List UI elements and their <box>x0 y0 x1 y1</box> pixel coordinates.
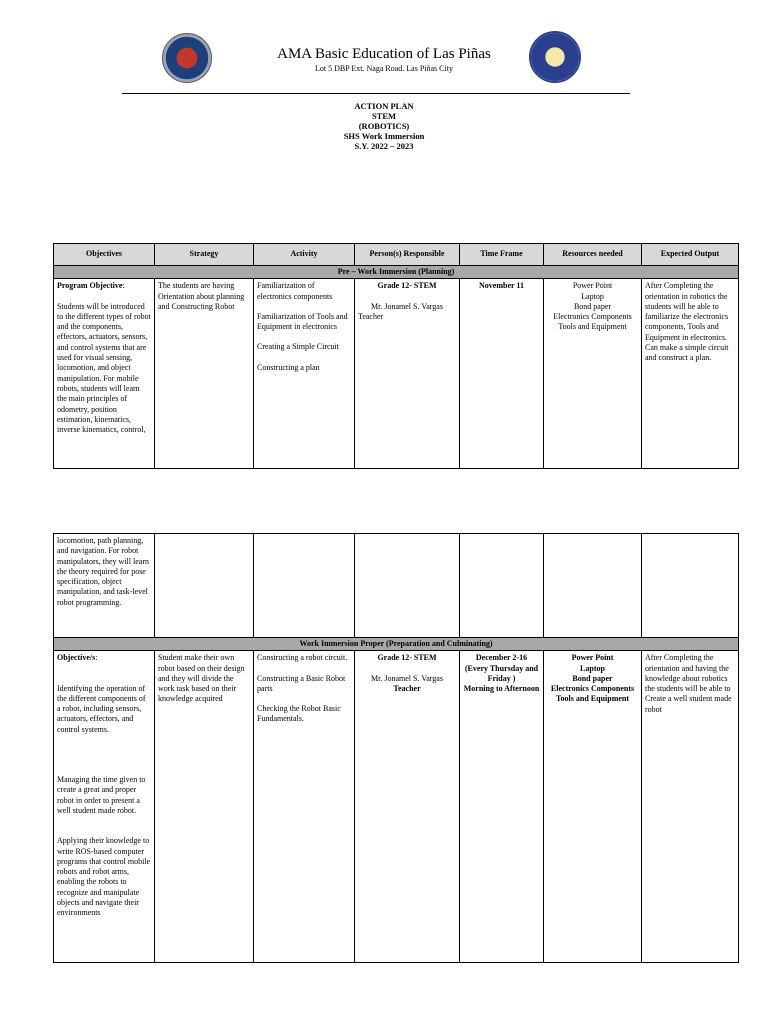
resource-item: Tools and Equipment <box>555 694 630 704</box>
resource-item: Electronics Components <box>550 684 635 694</box>
objective-cell: Program Objective: Students will be introduced to the different types of robot and the components, effectors, actuators, sensors, and control systems that are used for visual sensing, locomotion, and object manipulation. For mobile robots, students will learn the main principles of odometry, position estimation, kinematics, inverse kinematics, control, <box>54 279 155 469</box>
column-header: Person(s) Responsible <box>355 244 460 266</box>
strategy-cell: The students are having Orientation about planning and Constructing Robot <box>155 279 254 469</box>
objective-text: Students will be introduced to the different types of robot and the components, effectors, actuators, sensors, and control systems that are used for visual sensing, locomotion, and object manipulation. For mobile robots, students will learn the main principles of odometry, position estimation, kinematics, inverse kinematics, control, <box>57 301 151 435</box>
title-line: S.Y. 2022 – 2023 <box>354 141 414 151</box>
resources-cell <box>544 279 642 469</box>
column-header: Strategy <box>155 244 254 266</box>
time-frame-cell: November 11 <box>460 279 544 469</box>
person-cell <box>355 534 460 638</box>
activity-item: Checking the Robot Basic Fundamentals. <box>257 704 341 724</box>
phase-row <box>54 638 739 651</box>
resource-item: Laptop <box>581 291 604 301</box>
resource-item: Bond paper <box>573 301 612 311</box>
strategy-cell: Student make their own robot based on their design and they will divide the work task based on their knowledge acquired <box>155 651 254 963</box>
phase-row <box>54 266 739 279</box>
activity-item: Familiarization of electronics components <box>257 281 333 301</box>
person-role: Grade 12- STEM <box>377 281 437 291</box>
person-cell <box>355 279 460 469</box>
person-role: Grade 12- STEM <box>377 653 437 663</box>
title-line: ACTION PLAN <box>354 101 414 111</box>
resources-cell <box>544 534 642 638</box>
person-cell <box>355 651 460 963</box>
resources-cell <box>544 651 642 963</box>
person-name: Mr. Jonamel S. Vargas <box>371 301 443 311</box>
phase-label: Work Immersion Proper (Preparation and Culminating) <box>54 638 739 651</box>
objective-text: Identifying the operation of the different components of a robot, including sensors, actuators, effectors, and control systems. <box>57 683 146 734</box>
table-row <box>54 534 739 638</box>
column-header: Resources needed <box>544 244 642 266</box>
activity-item: Constructing a robot circuit. <box>257 653 348 663</box>
time-frame-line: December 2-16 <box>475 653 528 663</box>
activity-item: Constructing a plan <box>257 362 320 372</box>
action-plan-table-part2 <box>53 533 739 963</box>
activity-item: Constructing a Basic Robot parts <box>257 673 346 693</box>
column-header: Time Frame <box>460 244 544 266</box>
output-cell: After Completing the orientation and having the knowledge about robotics the students will be able to Create a well student made robot <box>642 651 739 963</box>
resource-item: Bond paper <box>572 673 613 683</box>
column-header: Objectives <box>54 244 155 266</box>
title-line: STEM <box>371 111 397 121</box>
objective-heading: Program Objective <box>57 281 123 291</box>
table-row <box>54 651 739 963</box>
column-header: Activity <box>254 244 355 266</box>
action-plan-table-part1 <box>53 243 739 469</box>
activity-cell <box>254 651 355 963</box>
person-name: Mr. Jonamel S. Vargas <box>371 673 443 683</box>
resource-item: Power Point <box>572 281 613 291</box>
header-divider <box>122 93 630 94</box>
objective-cell: locomotion, path planning, and navigation. For robot manipulators, they will learn the theory required for pose specification, object manipulation, and task-level robot programming. <box>54 534 155 638</box>
activity-cell <box>254 279 355 469</box>
output-cell <box>642 534 739 638</box>
objective-cell: Objective/s: Identifying the operation of the different components of a robot, including sensors, actuators, effectors, and control systems. Managing the time given to create a great and proper robot in order to present a well student made robot. Applying their knowledge to write ROS-based computer programs that control mobile robots and robot arms, enabling the robots to recognize and manipulate objects and navigate their environments <box>54 651 155 963</box>
person-title: Teacher <box>393 683 421 693</box>
time-frame-cell <box>460 651 544 963</box>
time-frame-cell <box>460 534 544 638</box>
resource-item: Electronics Components <box>553 312 632 322</box>
resource-item: Laptop <box>580 663 605 673</box>
phase-label: Pre – Work Immersion (Planning) <box>54 266 739 279</box>
objective-heading: Objective/s <box>57 653 96 663</box>
activity-item: Familiarization of Tools and Equipment in electronics <box>257 311 348 332</box>
title-line: (ROBOTICS) <box>358 121 410 131</box>
column-header: Expected Output <box>642 244 739 266</box>
resource-item: Power Point <box>571 653 614 663</box>
table-header-row <box>54 244 739 266</box>
objective-text: Applying their knowledge to write ROS-based computer programs that control mobile robots and robot arms, enabling the robots to recognize and manipulate objects and navigate their environments <box>57 836 151 918</box>
school-address: Lot 5 DBP Ext. Naga Road. Las Piñas City <box>315 64 453 73</box>
time-frame-line: Morning to Afternoon <box>463 684 540 694</box>
resource-item: Tools and Equipment <box>558 322 627 332</box>
strategy-cell <box>155 534 254 638</box>
table-row <box>54 279 739 469</box>
document-title <box>0 101 768 151</box>
time-frame-line: (Every Thursday and Friday ) <box>464 663 539 683</box>
activity-cell <box>254 534 355 638</box>
activity-item: Creating a Simple Circuit <box>257 342 339 352</box>
title-line: SHS Work Immersion <box>343 131 425 141</box>
objective-text: Managing the time given to create a great and proper robot in order to present a well student made robot. <box>57 775 146 815</box>
output-cell: After Completing the orientation in robotics the students will be able to familiarize the electronics components, Tools and Equipment in electronics. Can make a simple circuit and construct a plan. <box>642 279 739 469</box>
school-name: AMA Basic Education of Las Piñas <box>277 46 491 62</box>
person-title: Teacher <box>358 311 384 321</box>
